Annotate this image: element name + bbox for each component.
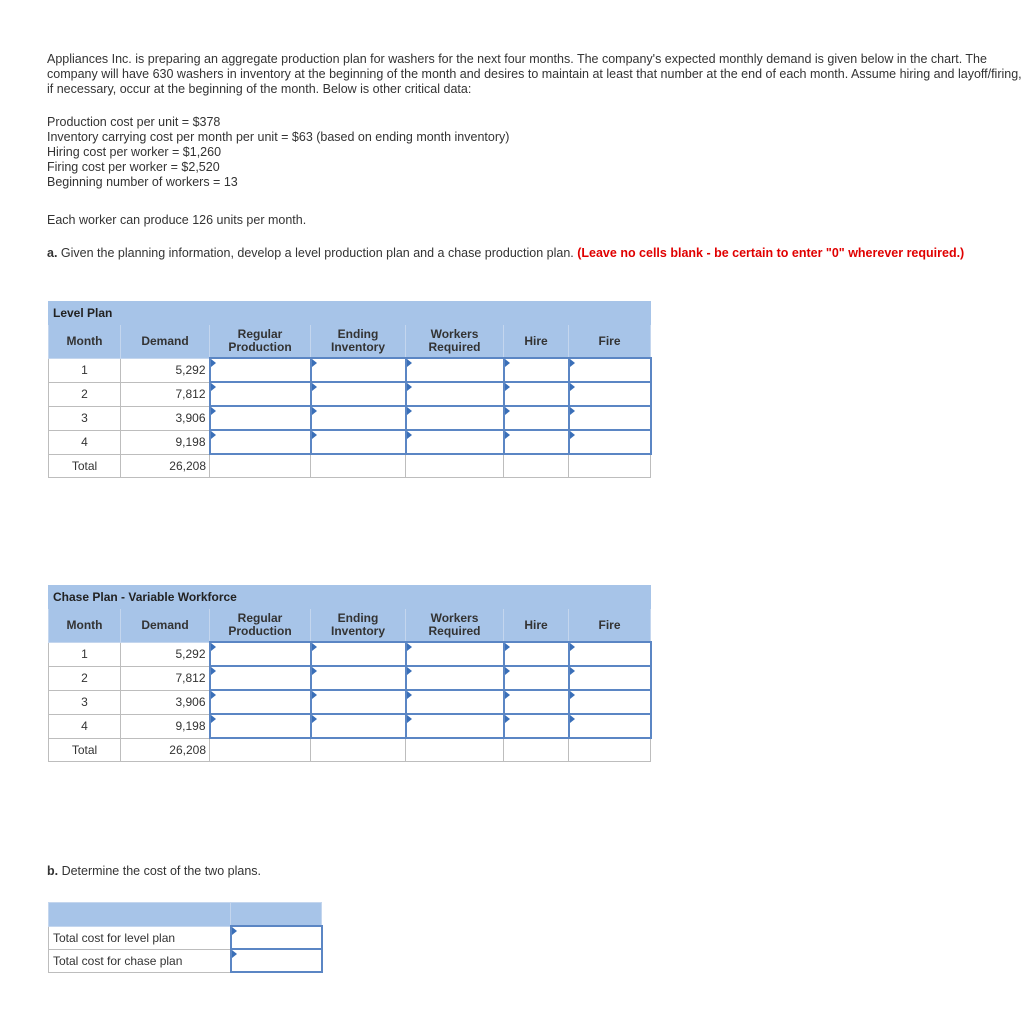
chase-cost-input[interactable] [231, 949, 322, 972]
fire-input[interactable] [569, 406, 651, 430]
table-row [49, 690, 651, 714]
table-row [49, 642, 651, 666]
cost-header-label [49, 903, 231, 927]
hire-input[interactable] [504, 642, 569, 666]
total-demand: 26,208 [121, 454, 210, 478]
cost-table [48, 902, 323, 973]
part-a-instructions [47, 246, 1022, 261]
level-plan-table [48, 301, 652, 478]
month-header: Month [49, 325, 121, 359]
workers-required-input[interactable] [406, 358, 504, 382]
workers-required-input[interactable] [406, 666, 504, 690]
regular-production-input[interactable] [210, 714, 311, 738]
demand-cell: 5,292 [121, 642, 210, 666]
ending-inventory-header: Ending Inventory [311, 609, 406, 643]
month-cell: 2 [49, 382, 121, 406]
chase-plan-table [48, 585, 652, 762]
regular-production-input[interactable] [210, 406, 311, 430]
ending-inventory-header: Ending Inventory [311, 325, 406, 359]
fire-input[interactable] [569, 382, 651, 406]
part-b-label: b. [47, 864, 59, 878]
fire-input[interactable] [569, 430, 651, 454]
month-cell: 3 [49, 690, 121, 714]
regular-production-input[interactable] [210, 358, 311, 382]
demand-cell: 3,906 [121, 690, 210, 714]
hire-input[interactable] [504, 358, 569, 382]
month-cell: 4 [49, 430, 121, 454]
demand-cell: 9,198 [121, 430, 210, 454]
ending-inventory-input[interactable] [311, 690, 406, 714]
hire-header: Hire [504, 325, 569, 359]
table-row [49, 358, 651, 382]
regular-production-input[interactable] [210, 382, 311, 406]
demand-cell: 9,198 [121, 714, 210, 738]
total-row [49, 454, 651, 478]
level-plan-title: Level Plan [49, 302, 651, 325]
ending-inventory-input[interactable] [311, 714, 406, 738]
workers-required-input[interactable] [406, 430, 504, 454]
fire-header: Fire [569, 609, 651, 643]
total-fire [569, 454, 651, 478]
part-a-label: a. [47, 246, 58, 260]
hire-input[interactable] [504, 666, 569, 690]
ending-inventory-input[interactable] [311, 666, 406, 690]
chase-cost-label: Total cost for chase plan [49, 949, 231, 972]
fire-input[interactable] [569, 642, 651, 666]
part-b-text: Determine the cost of the two plans. [58, 864, 261, 878]
carrying-cost-line: Inventory carrying cost per month per unit = $63 (based on ending month inventory) [47, 130, 510, 144]
part-a-text: Given the planning information, develop a level production plan and a chase production plan. [57, 246, 578, 260]
regular-production-input[interactable] [210, 690, 311, 714]
total-ending-inventory [311, 738, 406, 762]
ending-inventory-input[interactable] [311, 382, 406, 406]
demand-cell: 5,292 [121, 358, 210, 382]
table-row [49, 406, 651, 430]
part-b-instructions [47, 864, 1022, 879]
regular-production-input[interactable] [210, 642, 311, 666]
critical-data [47, 115, 1022, 190]
demand-cell: 3,906 [121, 406, 210, 430]
workers-required-input[interactable] [406, 690, 504, 714]
regular-production-header: Regular Production [210, 609, 311, 643]
fire-input[interactable] [569, 666, 651, 690]
fire-input[interactable] [569, 358, 651, 382]
total-workers-required [406, 454, 504, 478]
total-hire [504, 738, 569, 762]
cost-header-value [231, 903, 322, 927]
demand-header: Demand [121, 609, 210, 643]
beginning-workers-line: Beginning number of workers = 13 [47, 175, 238, 189]
total-hire [504, 454, 569, 478]
hire-input[interactable] [504, 714, 569, 738]
chase-plan-title: Chase Plan - Variable Workforce [49, 586, 651, 609]
table-row [49, 926, 322, 949]
workers-required-input[interactable] [406, 642, 504, 666]
month-cell: 4 [49, 714, 121, 738]
total-demand: 26,208 [121, 738, 210, 762]
table-row [49, 666, 651, 690]
ending-inventory-input[interactable] [311, 430, 406, 454]
hire-input[interactable] [504, 690, 569, 714]
total-ending-inventory [311, 454, 406, 478]
total-fire [569, 738, 651, 762]
total-workers-required [406, 738, 504, 762]
hire-header: Hire [504, 609, 569, 643]
month-cell: 1 [49, 358, 121, 382]
total-row [49, 738, 651, 762]
regular-production-input[interactable] [210, 666, 311, 690]
month-cell: 3 [49, 406, 121, 430]
table-row [49, 382, 651, 406]
workers-required-header: Workers Required [406, 325, 504, 359]
month-cell: 1 [49, 642, 121, 666]
workers-required-input[interactable] [406, 406, 504, 430]
total-label: Total [49, 454, 121, 478]
level-cost-label: Total cost for level plan [49, 926, 231, 949]
fire-input[interactable] [569, 690, 651, 714]
ending-inventory-input[interactable] [311, 406, 406, 430]
hire-input[interactable] [504, 430, 569, 454]
fire-input[interactable] [569, 714, 651, 738]
problem-intro: Appliances Inc. is preparing an aggregate production plan for washers for the next four months. The company's expected monthly demand is given below in the chart. The company will have 630 washers in inventory at the beginning of the month and desires to maintain at least that number at the end of each month. Assume hiring and layoff/firing, if necessary, occur at the beginning of the month. Below is other critical data: [47, 52, 1022, 96]
regular-production-header: Regular Production [210, 325, 311, 359]
ending-inventory-input[interactable] [311, 358, 406, 382]
capacity-line: Each worker can produce 126 units per month. [47, 213, 307, 227]
regular-production-input[interactable] [210, 430, 311, 454]
total-regular-production [210, 738, 311, 762]
workers-required-input[interactable] [406, 382, 504, 406]
firing-cost-line: Firing cost per worker = $2,520 [47, 160, 220, 174]
month-header: Month [49, 609, 121, 643]
hiring-cost-line: Hiring cost per worker = $1,260 [47, 145, 222, 159]
hire-input[interactable] [504, 406, 569, 430]
total-regular-production [210, 454, 311, 478]
demand-cell: 7,812 [121, 382, 210, 406]
demand-cell: 7,812 [121, 666, 210, 690]
part-a-emphasis: (Leave no cells blank - be certain to enter "0" wherever required.) [577, 246, 965, 260]
workers-required-input[interactable] [406, 714, 504, 738]
production-cost-line: Production cost per unit = $378 [47, 115, 221, 129]
hire-input[interactable] [504, 382, 569, 406]
level-cost-input[interactable] [231, 926, 322, 949]
ending-inventory-input[interactable] [311, 642, 406, 666]
demand-header: Demand [121, 325, 210, 359]
fire-header: Fire [569, 325, 651, 359]
total-label: Total [49, 738, 121, 762]
month-cell: 2 [49, 666, 121, 690]
workers-required-header: Workers Required [406, 609, 504, 643]
table-row [49, 430, 651, 454]
table-row [49, 949, 322, 972]
table-row [49, 714, 651, 738]
